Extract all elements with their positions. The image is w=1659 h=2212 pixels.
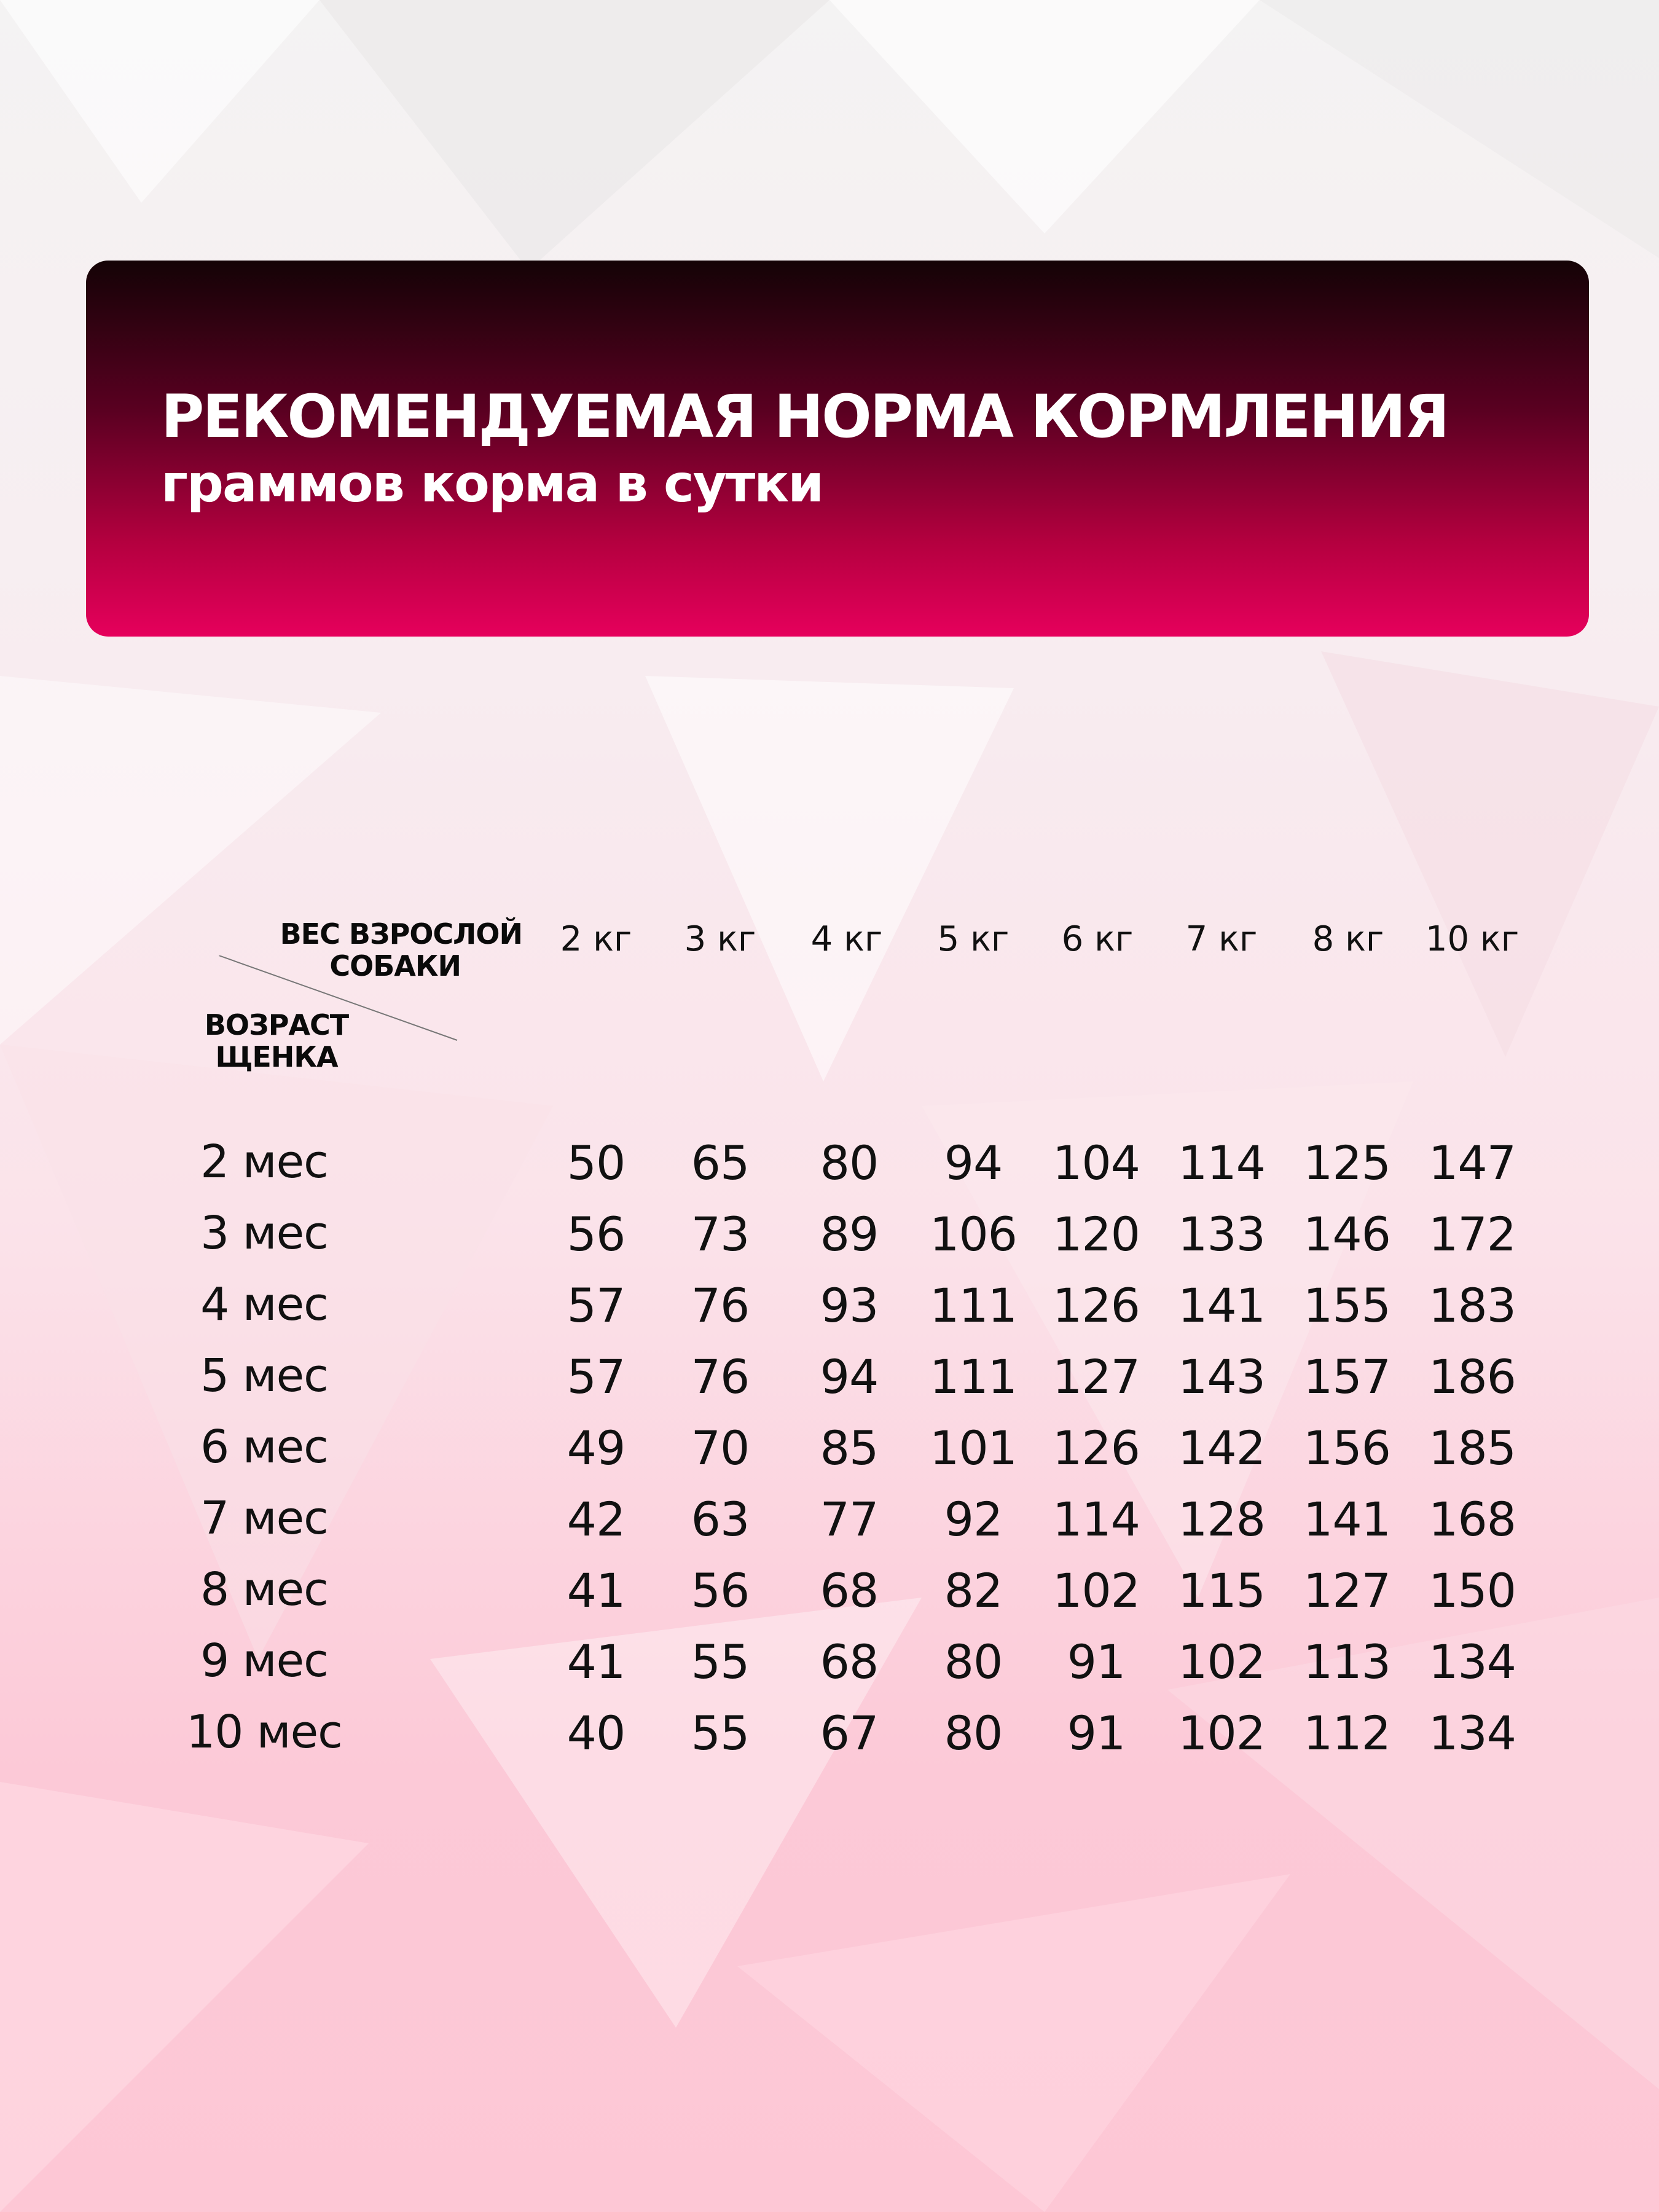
table-cell: 115: [1177, 1563, 1266, 1618]
corner-header-age: ВОЗРАСТ ЩЕНКА: [204, 1008, 349, 1073]
table-cell: 41: [567, 1634, 626, 1689]
table-cell: 141: [1177, 1278, 1266, 1333]
table-cell: 143: [1177, 1349, 1266, 1404]
table-cell: 49: [567, 1421, 626, 1475]
column-header: 3 кг: [684, 919, 756, 959]
table-cell: 65: [691, 1135, 750, 1190]
table-cell: 91: [1067, 1706, 1126, 1760]
table-cell: 133: [1177, 1207, 1266, 1261]
table-cell: 101: [929, 1421, 1018, 1475]
row-age-label: 7 мес: [200, 1492, 328, 1545]
table-cell: 186: [1428, 1349, 1516, 1404]
column-header: 4 кг: [810, 919, 883, 959]
banner-title: РЕКОМЕНДУЕМАЯ НОРМА КОРМЛЕНИЯ: [161, 382, 1448, 451]
table-cell: 76: [691, 1349, 750, 1404]
table-cell: 134: [1428, 1706, 1516, 1760]
table-cell: 147: [1428, 1135, 1516, 1190]
table-cell: 80: [944, 1634, 1003, 1689]
table-cell: 76: [691, 1278, 750, 1333]
table-cell: 50: [567, 1135, 626, 1190]
table-cell: 73: [691, 1207, 750, 1261]
table-cell: 112: [1303, 1706, 1391, 1760]
row-age-label: 9 мес: [200, 1634, 328, 1687]
table-cell: 127: [1052, 1349, 1140, 1404]
table-cell: 114: [1177, 1135, 1266, 1190]
table-cell: 183: [1428, 1278, 1516, 1333]
table-cell: 85: [820, 1421, 879, 1475]
table-cell: 94: [944, 1135, 1003, 1190]
table-cell: 80: [944, 1706, 1003, 1760]
table-cell: 126: [1052, 1278, 1140, 1333]
table-cell: 68: [820, 1634, 879, 1689]
table-cell: 128: [1177, 1492, 1266, 1547]
table-cell: 157: [1303, 1349, 1391, 1404]
table-cell: 113: [1303, 1634, 1391, 1689]
table-cell: 111: [929, 1278, 1018, 1333]
table-cell: 168: [1428, 1492, 1516, 1547]
table-cell: 127: [1303, 1563, 1391, 1618]
table-cell: 57: [567, 1278, 626, 1333]
table-cell: 120: [1052, 1207, 1140, 1261]
table-cell: 134: [1428, 1634, 1516, 1689]
table-cell: 70: [691, 1421, 750, 1475]
table-cell: 77: [820, 1492, 879, 1547]
table-cell: 150: [1428, 1563, 1516, 1618]
column-header: 10 кг: [1425, 919, 1520, 959]
table-cell: 63: [691, 1492, 750, 1547]
column-header: 5 кг: [937, 919, 1010, 959]
table-cell: 141: [1303, 1492, 1391, 1547]
table-cell: 172: [1428, 1207, 1516, 1261]
table-cell: 40: [567, 1706, 626, 1760]
table-cell: 146: [1303, 1207, 1391, 1261]
table-cell: 102: [1177, 1706, 1266, 1760]
column-header: 6 кг: [1061, 919, 1134, 959]
table-cell: 92: [944, 1492, 1003, 1547]
table-cell: 68: [820, 1563, 879, 1618]
table-cell: 57: [567, 1349, 626, 1404]
table-cell: 91: [1067, 1634, 1126, 1689]
column-header: 7 кг: [1185, 919, 1258, 959]
row-age-label: 8 мес: [200, 1563, 328, 1616]
title-banner: [86, 261, 1589, 637]
table-cell: 41: [567, 1563, 626, 1618]
row-age-label: 3 мес: [200, 1207, 328, 1260]
table-cell: 102: [1052, 1563, 1140, 1618]
table-cell: 94: [820, 1349, 879, 1404]
row-age-label: 4 мес: [200, 1278, 328, 1331]
row-age-label: 10 мес: [186, 1706, 342, 1759]
row-age-label: 2 мес: [200, 1135, 328, 1188]
row-age-label: 6 мес: [200, 1421, 328, 1473]
table-cell: 155: [1303, 1278, 1391, 1333]
table-cell: 102: [1177, 1634, 1266, 1689]
table-cell: 56: [567, 1207, 626, 1261]
table-cell: 111: [929, 1349, 1018, 1404]
table-cell: 55: [691, 1706, 750, 1760]
table-cell: 89: [820, 1207, 879, 1261]
table-cell: 56: [691, 1563, 750, 1618]
column-header: 2 кг: [560, 919, 632, 959]
table-cell: 114: [1052, 1492, 1140, 1547]
table-cell: 156: [1303, 1421, 1391, 1475]
table-cell: 80: [820, 1135, 879, 1190]
corner-header-weight: ВЕС ВЗРОСЛОЙ: [280, 917, 522, 951]
table-cell: 93: [820, 1278, 879, 1333]
table-cell: 185: [1428, 1421, 1516, 1475]
table-cell: 55: [691, 1634, 750, 1689]
corner-header-weight-2: СОБАКИ: [329, 949, 461, 982]
row-age-label: 5 мес: [200, 1349, 328, 1402]
table-cell: 142: [1177, 1421, 1266, 1475]
column-header: 8 кг: [1312, 919, 1384, 959]
table-cell: 42: [567, 1492, 626, 1547]
table-cell: 82: [944, 1563, 1003, 1618]
table-cell: 126: [1052, 1421, 1140, 1475]
table-cell: 67: [820, 1706, 879, 1760]
table-cell: 125: [1303, 1135, 1391, 1190]
table-cell: 104: [1052, 1135, 1140, 1190]
table-cell: 106: [929, 1207, 1018, 1261]
banner-subtitle: граммов корма в сутки: [161, 453, 823, 514]
